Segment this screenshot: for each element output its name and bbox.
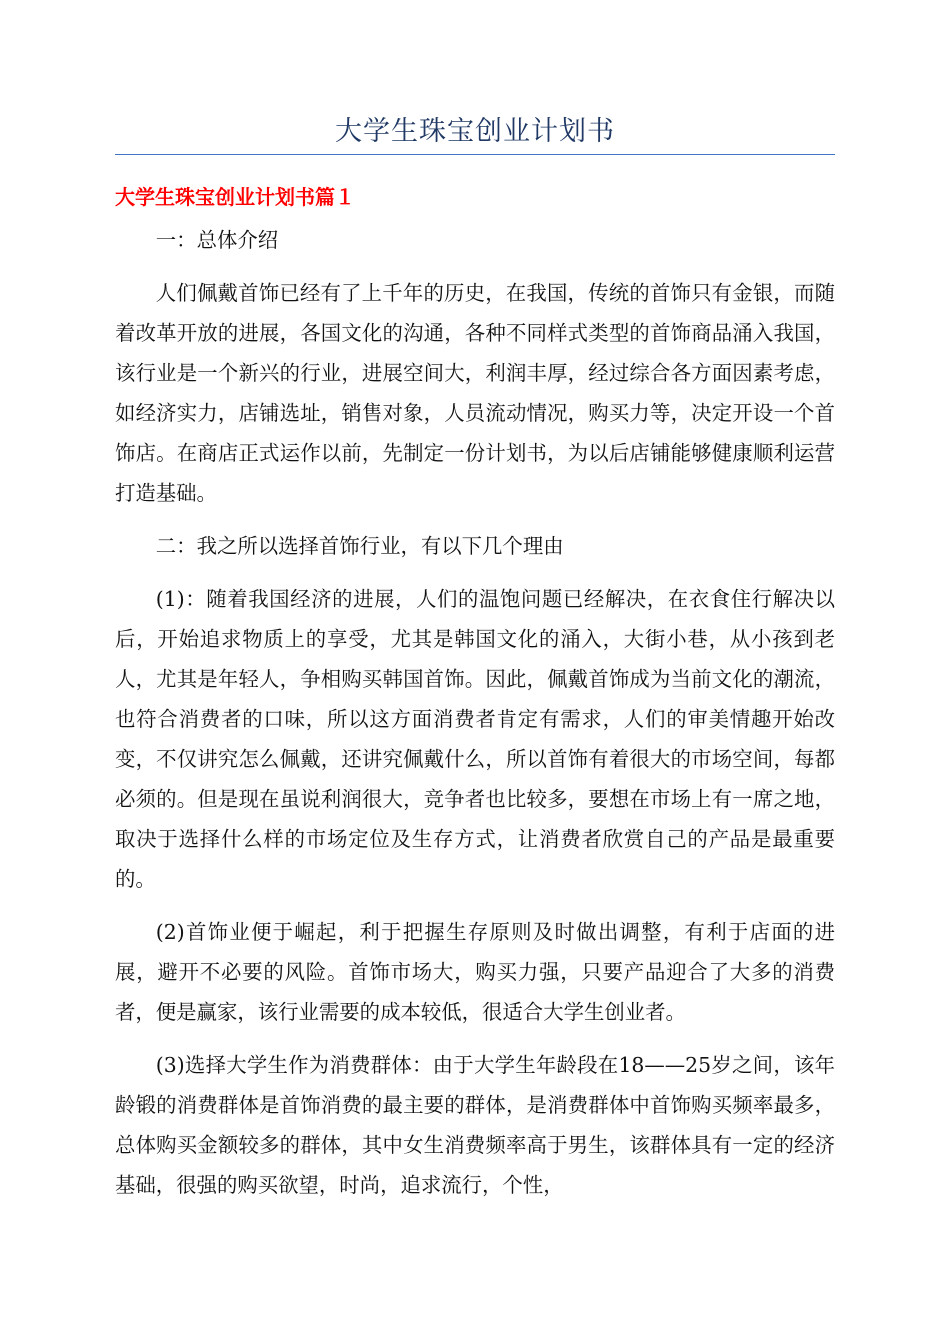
section-heading: 大学生珠宝创业计划书篇１ <box>115 185 355 209</box>
document-title: 大学生珠宝创业计划书 <box>335 116 615 147</box>
document-body <box>115 220 835 1218</box>
paragraph-overview: 人们佩戴首饰已经有了上千年的历史，在我国，传统的首饰只有金银，而随着改革开放的进展，各国文化的沟通，各种不同样式类型的首饰商品涌入我国，该行业是一个新兴的行业，进展空间大，利润丰厚，经过综合各方面因素考虑，如经济实力，店铺选址，销售对象，人员流动情况，购买力等，决定开设一个首饰店。在商店正式运作以前，先制定一份计划书，为以后店铺能够健康顺利运营打造基础。 <box>115 281 835 505</box>
paragraph-reasons-heading: 二：我之所以选择首饰行业，有以下几个理由 <box>155 534 564 558</box>
paragraph-reason-1: (1)：随着我国经济的进展，人们的温饱问题已经解决，在衣食住行解决以后，开始追求物质上的享受，尤其是韩国文化的涌入，大街小巷，从小孩到老人，尤其是年轻人，争相购买韩国首饰。因此，佩戴首饰成为当前文化的潮流，也符合消费者的口味，所以这方面消费者肯定有需求，人们的审美情趣开始改变，不仅讲究怎么佩戴，还讲究佩戴什么，所以首饰有着很大的市场空间，每都必须的。但是现在虽说利润很大，竞争者也比较多，要想在市场上有一席之地，取决于选择什么样的市场定位及生存方式，让消费者欣赏自己的产品是最重要的。 <box>115 587 835 891</box>
paragraph-reason-2: (2)首饰业便于崛起，利于把握生存原则及时做出调整，有利于店面的进展，避开不必要的风险。首饰市场大，购买力强，只要产品迎合了大多的消费者，便是赢家，该行业需要的成本较低，很适合大学生创业者。 <box>115 920 835 1024</box>
title-underline <box>115 154 835 155</box>
paragraph-reason-3: (3)选择大学生作为消费群体：由于大学生年龄段在18——25岁之间，该年龄锻的消费群体是首饰消费的最主要的群体，是消费群体中首饰购买频率最多，总体购买金额较多的群体，其中女生消费频率高于男生，该群体具有一定的经济基础，很强的购买欲望，时尚，追求流行，个性， <box>115 1053 835 1197</box>
paragraph-overview-heading: 一：总体介绍 <box>155 228 279 252</box>
